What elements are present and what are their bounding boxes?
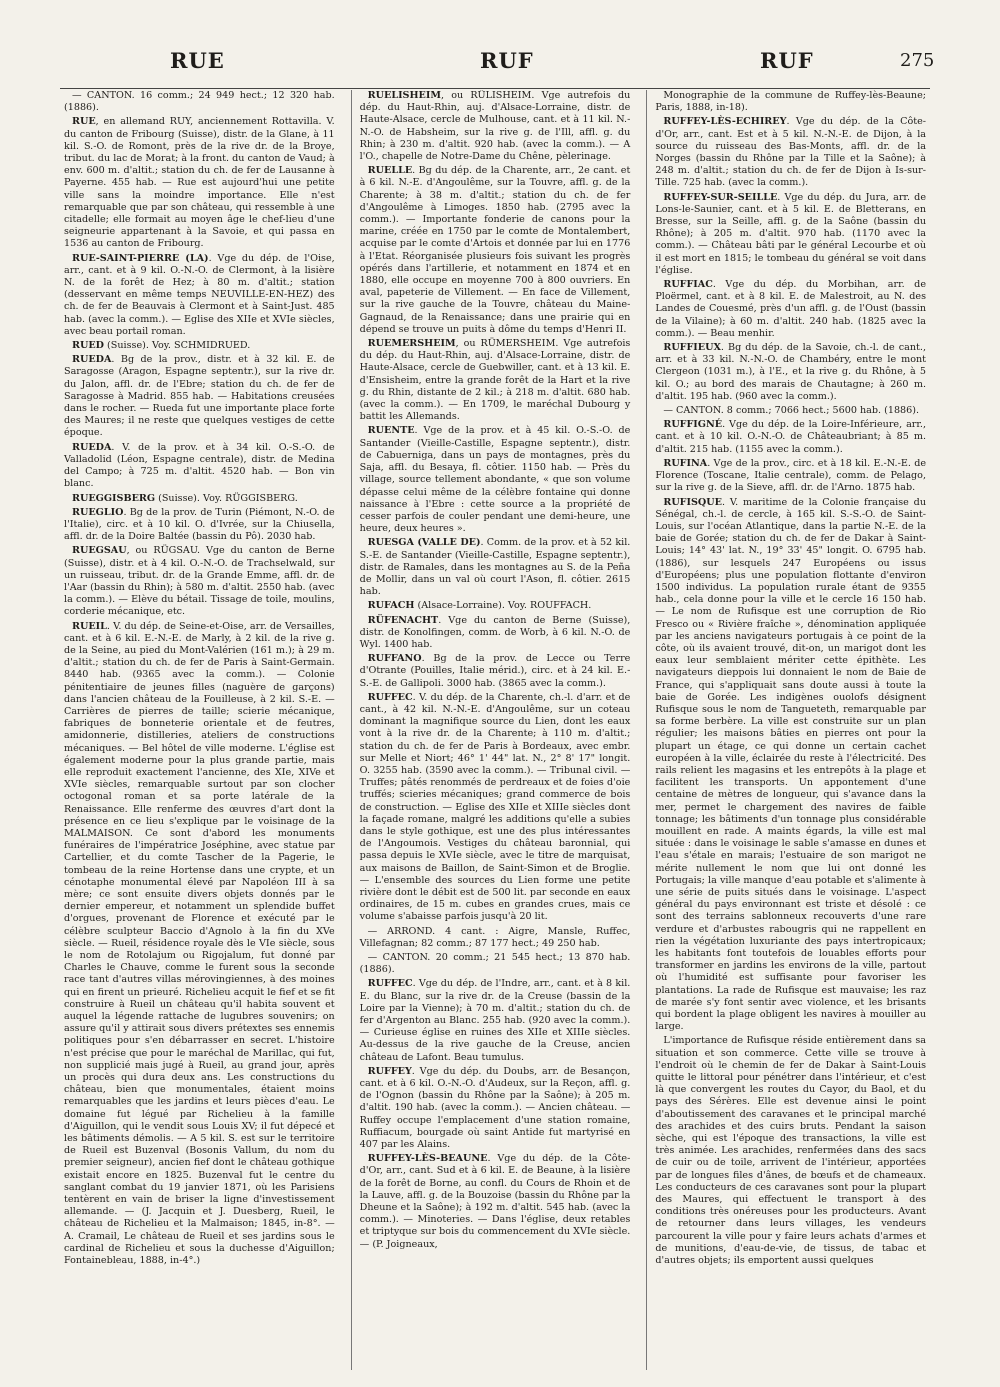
dictionary-entry	[360, 978, 631, 1063]
entry-text: . Bg de la prov. de Lecce ou Terre d'Otrante (Pouilles, Italie mérid.), circ. et à 24 kil. E.-S.-E. de Gallipoli. 3000 hab. (3865 avec la comm.).	[359, 653, 631, 689]
entry-text: (Suisse). Voy. SCHMIDRUED.	[103, 340, 251, 352]
entry-headword: RUEDA	[72, 441, 112, 453]
entry-text: Monographie de la commune de Ruffey-lès-Beaune; Paris, 1888, in-18).	[655, 90, 927, 114]
dictionary-entry	[655, 419, 926, 456]
header-left-word: RUE	[170, 48, 225, 73]
dictionary-entry	[360, 338, 631, 423]
entry-headword: RUFFEY	[367, 1065, 412, 1077]
dictionary-entry	[360, 1153, 631, 1251]
entry-headword: RUELLE	[367, 165, 413, 177]
entry-headword: RUE	[72, 116, 96, 128]
entry-text: . Vge du dép. de l'Indre, arr., cant. et à 8 kil. E. du Blanc, sur la rive dr. de la Creuse (bassin de la Loire par la Vienne); à 70 m. d'altit.; station du ch. de fer d'Argenton au Blanc. 255 hab. (920 avec la comm.). — Curieuse église en ruines des XIIe et XIIIe siècles. Au-dessus de la rive gauche de la Creuse, ancien château de Lafont. Beau tumulus.	[359, 978, 631, 1063]
dictionary-entry	[64, 116, 335, 250]
entry-headword: RÜFENACHT	[367, 614, 439, 626]
dictionary-entry	[360, 615, 631, 652]
entry-headword: RUELISHEIM	[367, 90, 441, 101]
header-right-word: RUF	[760, 48, 814, 73]
entry-headword: RUFFEY-LÈS-BEAUNE	[367, 1153, 488, 1165]
running-header	[0, 48, 1000, 78]
entry-text: . Vge du dép. de la Côte-d'Or, arr., cant. Sud et à 6 kil. E. de Beaune, à la lisière de la forêt de Borne, au confl. du Cours de Rhoin et de la Lauve, affl. g. de la Bouzoise (bassin du Rhône par la Dheune et la Saône); à 192 m. d'altit. 545 hab. (avec la comm.). — Minoteries. — Dans l'église, deux retables et triptyque sur bois du commencement du XVIe siècle. — (P. Joigneaux,	[359, 1153, 631, 1250]
dictionary-entry	[64, 253, 335, 338]
entry-text: , ou RÜMERSHEIM. Vge autrefois du dép. du Haut-Rhin, auj. d'Alsace-Lorraine, distr. de Haute-Alsace, cercle de Guebwiller, cant. et à 13 kil. E. d'Ensisheim, entre la grande forêt de la Hart et la rive g. du Rhin, distante de 2 kil.; à 218 m. d'altit. 680 hab. (avec la comm.). — En 1709, le maréchal Dubourg y battit les Allemands.	[359, 338, 631, 423]
entry-headword: RUEGGISBERG	[72, 492, 156, 504]
entry-headword: RUEGLIO	[72, 506, 124, 518]
entry-text: . V. du dép. de Seine-et-Oise, arr. de Versailles, cant. et à 6 kil. E.-N.-E. de Marly, à 2 kil. de la rive g. de la Seine, au pied du Mont-Valérien (161 m.); à 29 m. d'altit.; station du ch. de fer de Paris à Saint-Germain. 8440 hab. (9365 avec la comm.). — Colonie pénitentiaire de jeunes filles (naguère de garçons) dans l'ancien château de la Fouilleuse, à 2 kil. S.-E. — Carrières de pierres de taille; scierie mécanique, fabriques de bonneterie orientale et de feutres, amidonnerie, distilleries, ateliers de constructions mécaniques. — Bel hôtel de ville moderne. L'église est également moderne pour la plus grande partie, mais elle reproduit exactement l'ancienne, des XIe, XIVe et XVIe siècles, remarquable surtout par son clocher octogonal roman et sa porte latérale de la Renaissance. Elle renferme des œuvres d'art dont la présence en ce lieu s'explique par le voisinage de la MALMAISON. Ce sont d'abord les monuments funéraires de l'impératrice Joséphine, avec statue par Cartellier, et du comte Tascher de la Pagerie, le tombeau de la reine Hortense dans une crypte, et un cénotaphe monumental élevé par Napoléon III à sa mère; ce sont ensuite divers objets donnés par le dernier empereur, et notamment un splendide buffet d'orgues, provenant de Florence et exécuté par le célèbre sculpteur Baccio d'Agnolo à la fin du XVe siècle. — Rueil, résidence royale dès le VIe siècle, sous le nom de Rotolajum ou Rigojalum, fut donné par Charles le Chauve, comme le furent sous la seconde race tant d'autres villas mérovingiennes, à des moines qui en firent un prieuré. Richelieu acquit le fief et se fit construire à Rueil un château qu'il habita souvent et auquel la légende rattache de lugubres souvenirs; on assure qu'il y attirait sous divers prétextes ses ennemis politiques pour s'en débarrasser en secret. L'histoire n'est précise que pour le maréchal de Marillac, qui fut, non supplicié mais jugé à Rueil, au grand jour, après un procès qui dura deux ans. Les constructions du château, bien que monumentales, étaient moins remarquables que les jardins et leurs pièces d'eau. Le domaine fut légué par Richelieu à la famille d'Aiguillon, qui le vendit sous Louis XV; il fut dépecé et les bâtiments démolis. — A 5 kil. S. est sur le territoire de Rueil est Buzenval (Bosonis Vallum, du nom du premier seigneur), ancien fief dont le château gothique existait encore en 1825. Buzenval fut le centre du sanglant combat du 19 janvier 1871, où les Parisiens tentèrent en vain de briser la ligne d'investissement allemande. — (J. Jacquin et J. Duesberg, Rueil, le château de Richelieu et la Malmaison; 1845, in-8°. — A. Cramail, Le château de Rueil et ses jardins sous le cardinal de Richelieu et sous la duchesse d'Aiguillon; Fontainebleau, 1888, in-4°.)	[64, 620, 335, 1267]
column-1	[60, 90, 339, 1370]
entry-text: . Vge de la prov. et à 45 kil. O.-S.-O. de Santander (Vieille-Castille, Espagne septentr.), distr. de Cabuerniga, dans un pays de montagnes, près du Saja, affl. du Besaya, fl. côtier. 1150 hab. — Près du village, source tellement abondante, « que son volume dépasse celui même de la célèbre fontaine qui donne naissance à l'Ebre : cette source a la propriété de cesser parfois de couler pendant une demi-heure, une heure, deux heures ».	[359, 425, 631, 535]
entry-text: . V. de la prov. et à 34 kil. O.-S.-O. de Valladolid (Léon, Espagne centrale), distr. de Medina del Campo; à 725 m. d'altit. 4520 hab. — Bon vin blanc.	[64, 441, 335, 490]
entry-text: , en allemand RUY, anciennement Rottavilla. V. du canton de Fribourg (Suisse), distr. de la Glane, à 11 kil. S.-O. de Romont, près de la rive dr. de la Broye, tribut. du lac de Morat; à la front. du canton de Vaud; à env. 600 m. d'altit.; station du ch. de fer de Lausanne à Payerne. 455 hab. — Rue est aujourd'hui une petite ville sans la moindre importance. Elle n'est remarquable que par son château, qui ressemble à une citadelle; elle formait au moyen âge le chef-lieu d'une seigneurie appartenant à la Savoie, et qui passa en 1536 au canton de Fribourg.	[64, 116, 335, 250]
entry-text: , ou RÜLISHEIM. Vge autrefois du dép. du Haut-Rhin, auj. d'Alsace-Lorraine, distr. de Haute-Alsace, cercle de Mulhouse, cant. et à 11 kil. N.-N.-O. de Habsheim, sur la rive g. de l'Ill, affl. g. du Rhin; à 230 m. d'altit. 920 hab. (avec la comm.). — A l'O., chapelle de Notre-Dame du Chêne, pèlerinage.	[359, 90, 631, 163]
entry-headword: RUFFEY-SUR-SEILLE	[663, 191, 778, 203]
dictionary-entry	[64, 545, 335, 618]
entry-headword: RUESGA (VALLE DE)	[367, 537, 481, 549]
entry-text: . Bg de la prov., distr. et à 32 kil. E. de Saragosse (Aragon, Espagne septentr.), sur la rive dr. du Jalon, affl. dr. de l'Ebre; station du ch. de fer de Saragosse à Madrid. 855 hab. — Habitations creusées dans le rocher. — Rueda fut une importante place forte des Maures; il ne reste que quelques vestiges de cette époque.	[64, 354, 335, 439]
entry-text: . V. maritime de la Colonie française du Sénégal, ch.-l. de cercle, à 165 kil. S.-S.-O. de Saint-Louis, sur l'océan Atlantique, dans la partie N.-E. de la baie de Gorée; station du ch. de fer de Dakar à Saint-Louis; 14° 43' lat. N., 19° 33' 45" longit. O. 6795 hab. (1886), sur lesquels 247 Européens ou issus d'Européens; plus une population flottante d'environ 1500 individus. La population rurale étant de 9355 hab., cela donne pour la ville et le cercle 16 150 hab. — Le nom de Rufisque est une corruption de Rio Fresco ou « Rivière fraîche », dénomination appliquée par les anciens navigateurs portugais à ce point de la côte, où ils avaient trouvé, dit-on, un marigot dont les eaux leur semblaient mériter cette épithète. Les navigateurs dieppois lui donnaient le nom de Baie de France, qui s'appliquait sans doute aussi à toute la baie de Gorée. Les indigènes ouolofs désignent Rufisque sous le nom de Tangueteth, remarquable par sa forme berbère. La ville est construite sur un plan régulier; les maisons bâties en pierres ont pour la plupart un étage, ce qui donne un certain cachet européen à la ville, éclairée du reste à l'électricité. Des rails relient les magasins et les entrepôts à la plage et facilitent les transports. Un appontement d'une centaine de mètres de longueur, qui s'avance dans la mer, permet le chargement des navires de faible tonnage; les bâtiments d'un tonnage plus considérable mouillent en rade. A maints égards, la ville est mal située : dans le voisinage le sable s'amasse en dunes et l'eau s'étale en marais; l'estuaire de son marigot ne mérite nullement le nom que lui ont donné les Portugais; la ville manque d'eau potable et s'alimente à une série de puits situés dans le voisinage. L'aspect général du pays environnant est triste et désolé : ce sont des terrains sablonneux recouverts d'une rare verdure et d'arbustes rabougris qui ne rappellent en rien la végétation luxuriante des pays intertropicaux; les habitants font toutefois de louables efforts pour transformer en jardins les environs de la ville, partout où l'humidité est suffisante pour favoriser les plantations. La rade de Rufisque est mauvaise; les raz de marée s'y font sentir avec violence, et les brisants qui bordent la plage obligent les navires à mouiller au large.	[655, 496, 927, 1033]
dictionary-entry	[655, 458, 926, 495]
entry-text: . Vge du dép. du Doubs, arr. de Besançon, cant. et à 6 kil. O.-N.-O. d'Audeux, sur la Reçon, affl. g. de l'Ognon (bassin du Rhône par la Saône); à 205 m. d'altit. 190 hab. (avec la comm.). — Ancien château. — Ruffey occupe l'emplacement d'une station romaine, Ruffiacum, bourgade où saint Antide fut martyrisé en 407 par les Alains.	[359, 1065, 631, 1151]
entry-headword: RUFFIAC	[663, 279, 713, 291]
entry-headword: RUFFIGNÉ	[663, 419, 723, 431]
entry-text: L'importance de Rufisque réside entièrement dans sa situation et son commerce. Cette ville se trouve à l'endroit où le chemin de fer de Dakar à Saint-Louis quitte le littoral pour pénétrer dans l'intérieur, et c'est là que convergent les routes du Cayor, du Baol, et du pays des Sérères. Elle est devenue ainsi le point d'aboutissement des caravanes et le principal marché des arachides et des cuirs bruts. Pendant la saison sèche, qui est l'époque des transactions, la ville est très animée. Les arachides, renfermées dans des sacs de cuir ou de toile, arrivent de l'intérieur, apportées par de longues files d'ânes, de bœufs et de chameaux. Les conducteurs de ces caravanes sont pour la plupart des Maures, qui effectuent le transport à des conditions très onéreuses pour les producteurs. Avant de retourner dans leurs villages, les vendeurs parcourent la ville pour y faire leurs achats d'armes et de munitions, d'eau-de-vie, de tissus, de tabac et d'autres objets; ils emportent aussi quelques	[655, 1035, 927, 1267]
entry-text: . Comm. de la prov. et à 52 kil. S.-E. de Santander (Vieille-Castille, Espagne septentr.), distr. de Ramales, dans les montagnes au S. de la Peña de Mollir, dans un val où court l'Ason, fl. côtier. 2615 hab.	[359, 537, 631, 598]
entry-headword: RUFFEC	[367, 691, 413, 703]
entry-headword: RUFFEY-LÈS-ECHIREY	[663, 116, 787, 128]
entry-text: — CANTON. 8 comm.; 7066 hect.; 5600 hab. (1886).	[663, 405, 920, 417]
entry-text: . Vge de la prov., circ. et à 18 kil. E.-N.-E. de Florence (Toscane, Italie centrale), comm. de Pelago, sur la rive g. de la Sieve, affl. dr. de l'Arno. 1875 hab.	[655, 457, 927, 494]
column-2	[351, 90, 635, 1370]
entry-headword: RUE-SAINT-PIERRE (LA)	[72, 252, 209, 264]
column-3	[646, 90, 930, 1370]
entry-text: . Bg de la prov. de Turin (Piémont, N.-O. de l'Italie), circ. et à 10 kil. O. d'Ivrée, sur la Chiusella, affl. dr. de la Doire Baltée (bassin du Pô). 2030 hab.	[64, 506, 335, 543]
header-center-word: RUF	[480, 48, 534, 73]
dictionary-entry	[64, 354, 335, 439]
dictionary-entry	[64, 90, 335, 114]
header-rule	[60, 88, 930, 89]
dictionary-entry	[64, 442, 335, 491]
entry-text: (Alsace-Lorraine). Voy. ROUFFACH.	[414, 600, 592, 612]
entry-headword: RUFACH	[367, 600, 415, 612]
dictionary-entry	[655, 342, 926, 403]
entry-headword: RUFFEC	[367, 978, 413, 990]
entry-headword: RUFFIEUX	[663, 342, 721, 354]
dictionary-entry	[64, 621, 335, 1268]
entry-text: . Bg du dép. de la Savoie, ch.-l. de cant., arr. et à 33 kil. N.-N.-O. de Chambéry, entre le mont Clergeon (1031 m.), à l'E., et la rive g. du Rhône, à 5 kil. O.; au bord des marais de Chautagne; à 260 m. d'altit. 195 hab. (960 avec la comm.).	[655, 342, 927, 402]
dictionary-entry	[655, 497, 926, 1034]
dictionary-entry	[360, 1066, 631, 1151]
dictionary-entry	[360, 692, 631, 924]
entry-text: . V. du dép. de la Charente, ch.-l. d'arr. et de cant., à 42 kil. N.-N.-E. d'Angoulême, sur un coteau dominant la magnifique source du Lien, dont les eaux vont à la rive dr. de la Charente; à 110 m. d'altit.; station du ch. de fer de Paris à Bordeaux, avec embr. sur Melle et Niort; 46° 1' 44" lat. N., 2° 8' 17" longit. O. 3255 hab. (3590 avec la comm.). — Tribunal civil. — Truffes; pâtés renommés de perdreaux et de foies d'oie truffés; scieries mécaniques; grand commerce de bois de construction. — Eglise des XIIe et XIIIe siècles dont la façade romane, malgré les additions qu'elle a subies dans le style gothique, est une des plus intéressantes de l'Angoumois. Vestiges du château baronnial, qui passa depuis le XVIe siècle, avec le titre de marquisat, aux maisons de Baillon, de Saint-Simon et de Broglie. — L'ensemble des sources du Lien forme une petite rivière dont le débit est de 500 lit. par seconde en eaux ordinaires, de 15 m. cubes en grandes crues, mais ce volume s'abaisse parfois jusqu'à 20 lit.	[359, 691, 631, 923]
dictionary-entry	[655, 1035, 926, 1267]
entry-text: (Suisse). Voy. RÜGGISBERG.	[155, 492, 298, 504]
dictionary-entry	[655, 405, 926, 417]
entry-text: , ou RÜGSAU. Vge du canton de Berne (Suisse), distr. et à 4 kil. O.-N.-O. de Trachselwald, sur un ruisseau, tribut. dr. de la Grande Emme, affl. dr. de l'Aar (bassin du Rhin); à 580 m. d'altit. 2550 hab. (avec la comm.). — Elève du bétail. Tissage de toile, moulins, corderie mécanique, etc.	[64, 545, 335, 618]
dictionary-entry	[655, 116, 926, 189]
entry-headword: RUENTE	[367, 425, 415, 437]
entry-text: . Vge du canton de Berne (Suisse), distr. de Konolfingen, comm. de Worb, à 6 kil. N.-O. de Wyl. 1400 hab.	[359, 614, 631, 650]
dictionary-entry	[360, 537, 631, 598]
entry-headword: RUEMERSHEIM	[367, 338, 456, 350]
dictionary-entry	[360, 90, 631, 163]
entry-headword: RUFINA	[663, 457, 708, 469]
entry-text: . Vge du dép. de la Côte-d'Or, arr., cant. Est et à 5 kil. N.-N.-E. de Dijon, à la source du ruisseau des Bas-Monts, affl. dr. de la Norges (bassin du Rhône par la Tille et la Saône); à 248 m. d'altit.; station du ch. de fer de Dijon à Is-sur-Tille. 725 hab. (avec la comm.).	[655, 116, 927, 189]
page-number: 275	[900, 50, 935, 71]
dictionary-entry	[64, 493, 335, 505]
entry-text: — CANTON. 16 comm.; 24 949 hect.; 12 320 hab. (1886).	[64, 90, 335, 114]
entry-headword: RUED	[72, 340, 104, 352]
text-columns	[60, 90, 930, 1370]
entry-headword: RUFISQUE	[663, 496, 722, 508]
entry-text: . Vge du dép. de la Loire-Inférieure, arr., cant. et à 10 kil. O.-N.-O. de Châteaubriant; à 85 m. d'altit. 215 hab. (1155 avec la comm.).	[655, 419, 927, 455]
entry-text: . Bg du dép. de la Charente, arr., 2e cant. et à 6 kil. N.-E. d'Angoulême, sur la Touvre, affl. g. de la Charente; à 38 m. d'altit.; station du ch. de fer d'Angoulême à Limoges. 1850 hab. (2795 avec la comm.). — Importante fonderie de canons pour la marine, créée en 1750 par le comte de Montalembert, acquise par le comte d'Artois et donnée par lui en 1776 à l'Etat. Réorganisée plusieurs fois suivant les progrès opérés dans l'artillerie, et notamment en 1874 et en 1880, elle occupe en moyenne 700 à 800 ouvriers. En aval, papeterie de Villement. — En face de Villement, sur la rive gauche de la Touvre, château du Maine-Gagnaud, de la Renaissance; dans une prairie qui en dépend se trouve un puits à dôme du temps d'Henri II.	[359, 165, 631, 335]
dictionary-entry	[360, 600, 631, 612]
entry-text: . Vge du dép. du Morbihan, arr. de Ploërmel, cant. et à 8 kil. E. de Malestroit, au N. des Landes de Couesmé, près d'un affl. g. de l'Oust (bassin de la Vilaine); à 60 m. d'altit. 240 hab. (1825 avec la comm.). — Beau menhir.	[655, 279, 927, 339]
entry-text: — ARROND. 4 cant. : Aigre, Mansle, Ruffec, Villefagnan; 82 comm.; 87 177 hect.; 49 250 hab.	[359, 925, 631, 949]
entry-text: — CANTON. 20 comm.; 21 545 hect.; 13 870 hab. (1886).	[359, 952, 631, 976]
dictionary-entry	[655, 90, 926, 114]
dictionary-entry	[360, 952, 631, 976]
entry-headword: RUFFANO	[367, 653, 422, 665]
dictionary-entry	[360, 165, 631, 336]
entry-headword: RUEDA	[72, 354, 112, 366]
entry-text: . Vge du dép. de l'Oise, arr., cant. et à 9 kil. O.-N.-O. de Clermont, à la lisière N. de la forêt de Hez; à 80 m. d'altit.; station (desservant en même temps NEUVILLE-EN-HEZ) des ch. de fer de Beauvais à Clermont et à Saint-Just. 485 hab. (avec la comm.). — Eglise des XIIe et XVIe siècles, avec beau portail roman.	[64, 252, 335, 337]
dictionary-entry	[64, 340, 335, 352]
entry-text: . Vge du dép. du Jura, arr. de Lons-le-Saunier, cant. et à 5 kil. E. de Bletterans, en Bresse, sur la Seille, affl. g. de la Saône (bassin du Rhône); à 205 m. d'altit. 970 hab. (1170 avec la comm.). — Château bâti par le général Lecourbe et où il est mort en 1815; le tombeau du général se voit dans l'église.	[655, 191, 927, 276]
dictionary-entry	[360, 926, 631, 950]
dictionary-entry	[360, 425, 631, 535]
dictionary-entry	[655, 279, 926, 340]
entry-headword: RUEGSAU	[72, 545, 127, 557]
dictionary-entry	[655, 192, 926, 277]
dictionary-entry	[64, 507, 335, 544]
entry-headword: RUEIL	[72, 620, 107, 632]
dictionary-entry	[360, 653, 631, 690]
